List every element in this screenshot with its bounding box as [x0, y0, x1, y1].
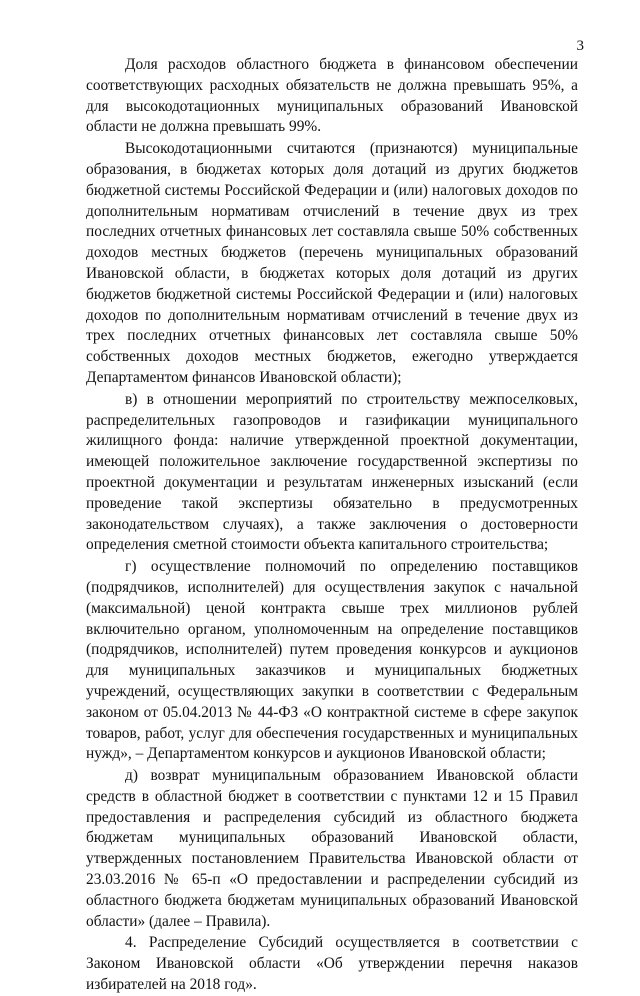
paragraph-section-4-distribution: 4. Распределение Субсидий осуществляется в соответствии с Законом Ивановской области «Об утверждении перечня наказов избирателей на 2018 год».	[86, 934, 578, 994]
paragraph-high-subsidy-definition: Высокодотационными считаются (признаются) муниципальные образования, в бюджетах которых доля дотаций из других бюджетов бюджетной системы Российской Федерации и (или) налоговых доходов по дополнительным нормативам отчислений в течение двух из трех последних отчетных финансовых лет составляла свыше 50% собственных доходов местных бюджетов (перечень муниципальных образований Ивановской области, в бюджетах которых доля дотаций из других бюджетов бюджетной системы Российской Федерации и (или) налоговых доходов по дополнительным нормативам отчислений в течение двух из трех последних отчетных финансовых лет составляла свыше 50% собственных доходов местных бюджетов, ежегодно утверждается Департаментом финансов Ивановской области);	[86, 140, 578, 386]
paragraph-item-g-procurement: г) осуществление полномочий по определению поставщиков (подрядчиков, исполнителей) для осуществления закупок с начальной (максимальной) ценой контракта свыше трех миллионов рублей включительно органом, уполномоченным на определение поставщиков (подрядчиков, исполнителей) путем проведения конкурсов и аукционов для муниципальных заказчиков и муниципальных бюджетных учреждений, осуществляющих закупки в соответствии с Федеральным законом от 05.04.2013 № 44-ФЗ «О контрактной системе в сфере закупок товаров, работ, услуг для обеспечения государственных и муниципальных нужд», – Департаментом конкурсов и аукционов Ивановской области;	[86, 558, 578, 763]
page-number: 3	[576, 38, 584, 54]
paragraph-item-v-gas-pipelines: в) в отношении мероприятий по строительству межпоселковых, распределительных газопроводов и газификации муниципального жилищного фонда: наличие утвержденной проектной документации, имеющей положительное заключение государственной экспертизы по проектной документации и результатам инженерных изысканий (если проведение такой экспертизы обязательно в предусмотренных законодательством случаях), а также заключения о достоверности определения сметной стоимости объекта капитального строительства;	[86, 390, 578, 554]
document-body	[86, 55, 578, 996]
paragraph-item-d-refund: д) возврат муниципальным образованием Ивановской области средств в областной бюджет в соответствии с пунктами 12 и 15 Правил предоставления и распределения субсидий из областного бюджета бюджетам муниципальных образований Ивановской области, утвержденных постановлением Правительства Ивановской области от 23.03.2016 № 65-п «О предоставлении и распределении субсидий из областного бюджета бюджетам муниципальных образований Ивановской области» (далее – Правила).	[86, 767, 578, 930]
paragraph-budget-share: Доля расходов областного бюджета в финансовом обеспечении соответствующих расходных обязательств не должна превышать 95%, а для высокодотационных муниципальных образований Ивановской области не должна превышать 99%.	[86, 56, 578, 136]
